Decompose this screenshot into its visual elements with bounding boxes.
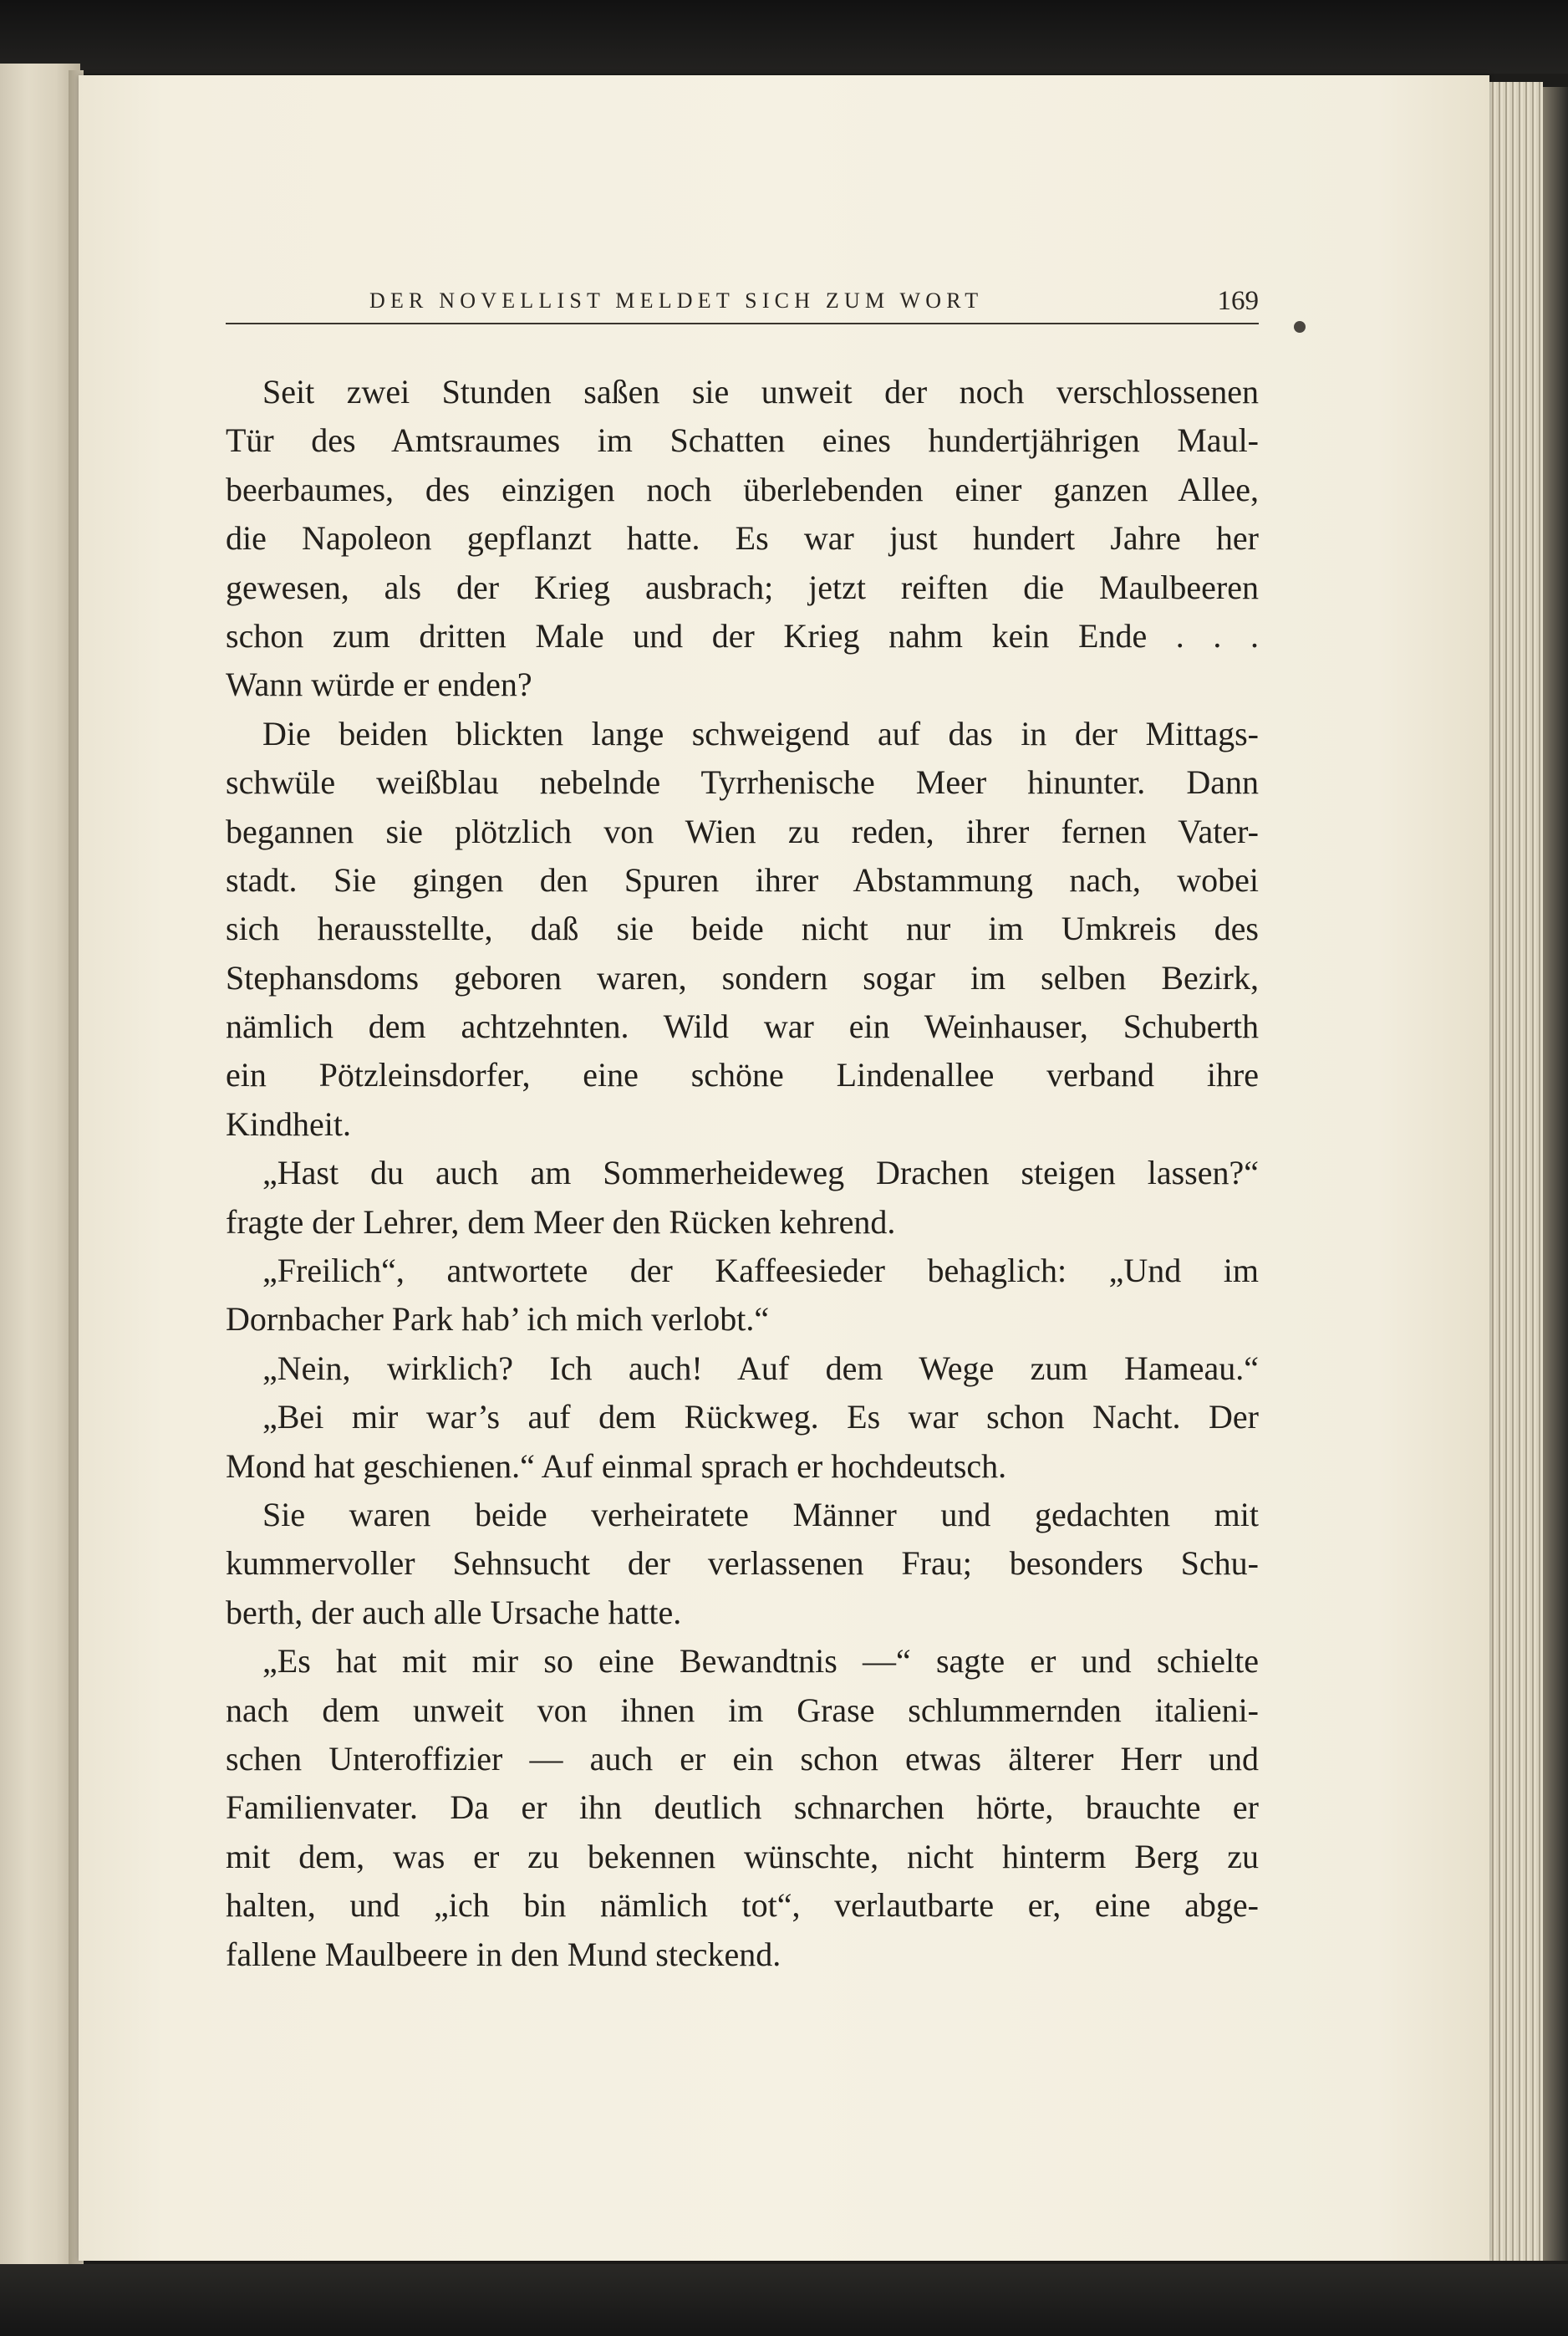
text-line: Tür des Amtsraumes im Schatten eines hundertjährigen Maul- — [226, 421, 1259, 460]
text-line: berth, der auch alle Ursache hatte. — [226, 1593, 682, 1631]
text-line: die Napoleon gepflanzt hatte. Es war just hundert Jahre her — [226, 519, 1259, 558]
running-title: DER NOVELLIST MELDET SICH ZUM WORT — [369, 288, 984, 313]
text-line: „Freilich“, antwortete der Kaffeesieder behaglich: „Und im — [262, 1252, 1259, 1290]
text-line: Stephansdoms geboren waren, sondern sogar im selben Bezirk, — [226, 958, 1259, 997]
text-line: stadt. Sie gingen den Spuren ihrer Abstammung nach, wobei — [226, 860, 1259, 899]
scan-background-bottom — [0, 2264, 1568, 2336]
page-number: 169 — [1217, 286, 1259, 316]
text-line: „Nein, wirklich? Ich auch! Auf dem Wege zum Hameau.“ — [262, 1349, 1259, 1387]
text-line: Wann würde er enden? — [226, 666, 532, 704]
text-line: Sie waren beide verheiratete Männer und gedachten mit — [262, 1495, 1259, 1533]
scan-background-top — [0, 0, 1568, 74]
page-stack-edge — [1483, 82, 1543, 2261]
text-line: Seit zwei Stunden saßen sie unweit der noch verschlossenen — [262, 373, 1259, 411]
text-line: schon zum dritten Male und der Krieg nahm kein Ende . . . — [226, 616, 1259, 655]
text-line: beerbaumes, des einzigen noch überlebenden einer ganzen Allee, — [226, 470, 1259, 508]
text-line: halten, und „ich bin nämlich tot“, verlautbarte er, eine abge- — [226, 1886, 1259, 1925]
text-line: Familienvater. Da er ihn deutlich schnarchen hörte, brauchte er — [226, 1788, 1259, 1827]
text-line: Mond hat geschienen.“ Auf einmal sprach er hochdeutsch. — [226, 1446, 1007, 1485]
text-line: fragte der Lehrer, dem Meer den Rücken kehrend. — [226, 1202, 896, 1241]
text-line: begannen sie plötzlich von Wien zu reden, ihrer fernen Vater- — [226, 812, 1259, 850]
text-line: sich herausstellte, daß sie beide nicht nur im Umkreis des — [226, 910, 1259, 948]
text-line: Dornbacher Park hab’ ich mich verlobt.“ — [226, 1300, 770, 1339]
text-line: „Hast du auch am Sommerheideweg Drachen steigen lassen?“ — [262, 1154, 1259, 1192]
text-line: mit dem, was er zu bekennen wünschte, nicht hinterm Berg zu — [226, 1837, 1259, 1875]
body-text — [226, 368, 1259, 1979]
text-line: fallene Maulbeere in den Mund steckend. — [226, 1935, 781, 1973]
text-line: kummervoller Sehnsucht der verlassenen Frau; besonders Schu- — [226, 1544, 1259, 1583]
text-line: nämlich dem achtzehnten. Wild war ein Weinhauser, Schuberth — [226, 1007, 1259, 1046]
text-line: gewesen, als der Krieg ausbrach; jetzt reiften die Maulbeeren — [226, 568, 1259, 606]
running-header — [226, 283, 1259, 321]
text-line: „Es hat mit mir so eine Bewandtnis —“ sagte er und schielte — [262, 1642, 1259, 1681]
ink-spot — [1294, 321, 1306, 333]
text-line: „Bei mir war’s auf dem Rückweg. Es war schon Nacht. Der — [262, 1398, 1259, 1436]
text-line: ein Pötzleinsdorfer, eine schöne Lindenallee verband ihre — [226, 1056, 1259, 1094]
text-line: Kindheit. — [226, 1104, 351, 1143]
header-rule — [226, 323, 1259, 324]
text-line: schen Unteroffizier — auch er ein schon etwas älterer Herr und — [226, 1739, 1259, 1778]
book-edge-shadow — [1543, 87, 1568, 2261]
text-line: schwüle weißblau nebelnde Tyrrhenische Meer hinunter. Dann — [226, 763, 1259, 802]
text-line: Die beiden blickten lange schweigend auf das in der Mittags- — [262, 714, 1259, 752]
text-line: nach dem unweit von ihnen im Grase schlummernden italieni- — [226, 1691, 1259, 1729]
